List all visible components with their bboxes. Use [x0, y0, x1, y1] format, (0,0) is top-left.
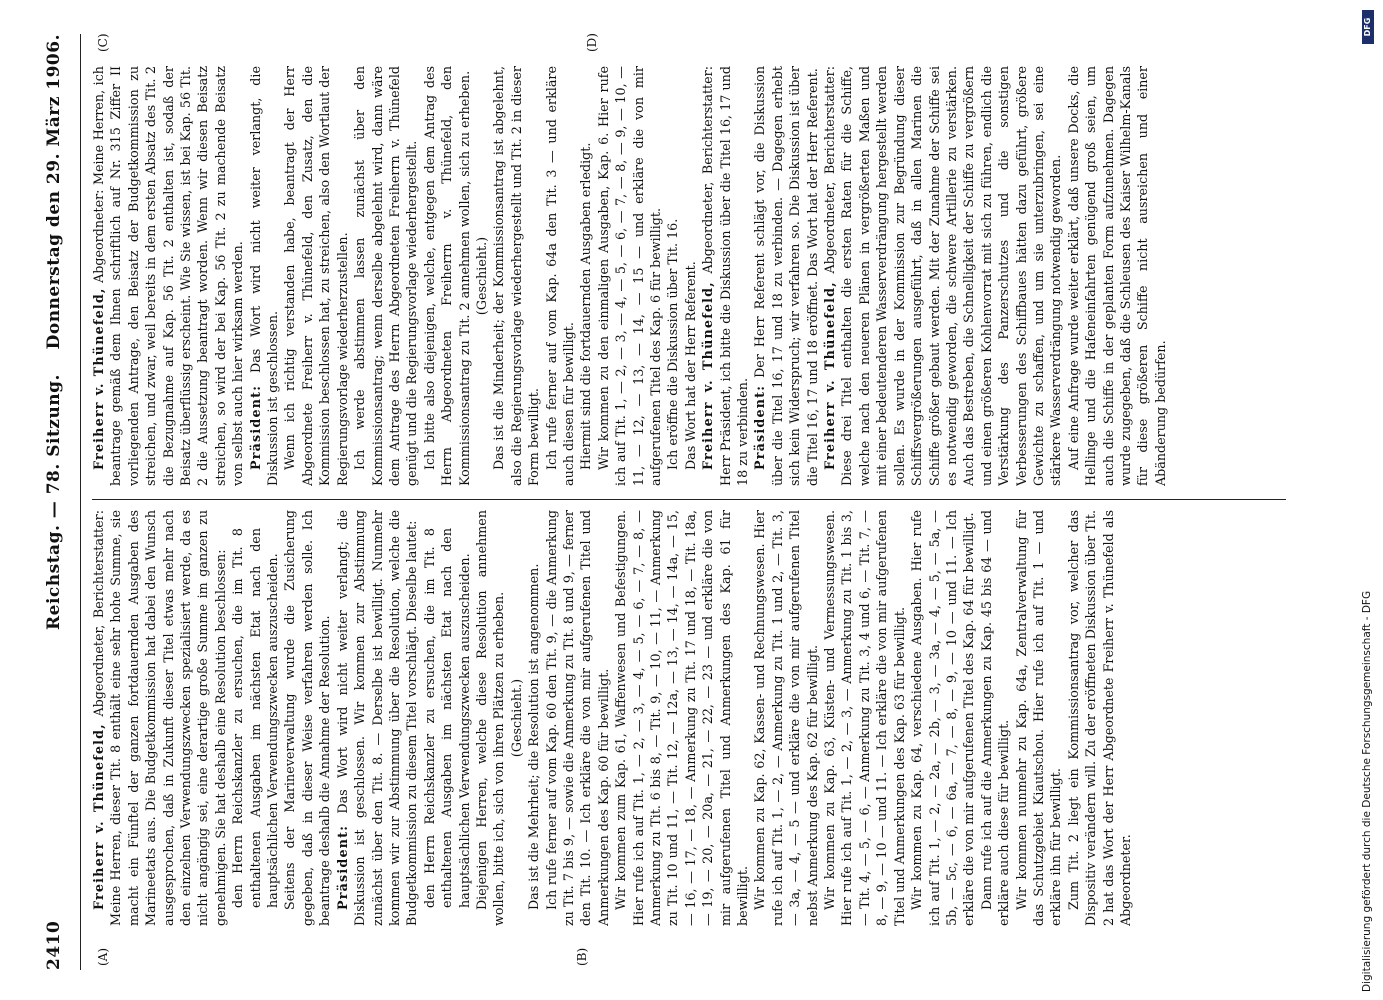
speaker-name: Freiherr v. Thünefeld,	[91, 723, 106, 910]
resolution-quote: den Herrn Reichskanzler zu ersuchen, die im Tit. 8 enthaltenen Ausgaben im nächsten Etat nach den hauptsächlichen Verwendungszwecken auszuscheiden.	[421, 528, 472, 908]
paragraph-text: Das ist die Mehrheit; die Resolution ist angenommen.	[526, 563, 542, 910]
paragraph-text: Ich rufe ferner auf vom Kap. 64a den Tit. 3 — und erkläre auch diesen für bewilligt.	[543, 66, 576, 486]
paragraph-text: Ich werde abstimmen lassen zunächst über den Kommissionsantrag; wenn derselbe abgelehnt wird, dann wäre dem Antrage des Herrn Abgeordneten Freiherrn v. Thünefeld genügt und die Regierungsvorlage wiederhergestellt.	[352, 66, 420, 486]
running-head	[44, 34, 74, 970]
paragraph-text: Wir kommen zu den einmaligen Ausgaben, Kap. 6. Hier rufe ich auf Tit. 1, — 2, — 3, — 4, — 5, — 6, — 7, — 8, — 9, — 10, — 11, — 12, — 13, — 14, — 15 — und erkläre die von mir aufgerufenen Titel des Kap. 6 für bewilligt.	[595, 66, 663, 486]
paragraph	[908, 510, 978, 926]
paragraph-text: Hiermit sind die fortdauernden Ausgaben erledigt.	[578, 142, 594, 470]
paragraph-text: Das Wort wird nicht weiter verlangt, die Diskussion ist geschlossen.	[247, 66, 281, 486]
paragraph-text: Wenn ich richtig verstanden habe, beantragt der Herr Abgeordnete Freiherr v. Thünefeld, den Zusatz, den die Kommission beschlossen hat, zu streichen, also den Wortlaut der Regierungsvorlage wiederherzustellen.	[282, 66, 350, 486]
paragraph	[751, 66, 821, 486]
paragraph-text: Ich rufe ferner auf vom Kap. 60 den Tit. 9, — die Anmerkung zu Tit. 7 bis 9, — sowie die Anmerkung zu Tit. 8 und 9, — ferner den Tit. 10. — Ich erkläre die von mir aufgerufenen Titel und Anmerkungen des Kap. 60 für bewilligt.	[543, 510, 611, 926]
paragraph	[90, 510, 229, 926]
paragraph-text: Auf eine Anfrage wurde weiter erklärt, daß unsere Docks, die Hellinge und die Hafeneinfahrten genügend groß seien, um auch die Schiffe in der geplanten Form aufzunehmen. Dagegen wurde zugegeben, daß die Schleusen des Kaiser Wilhelm-Kanals für diese größeren Schiffe nicht ausreichen und einer Abänderung bedürfen.	[1065, 66, 1168, 486]
paragraph	[281, 510, 333, 926]
paragraph-text: Wir kommen zu Kap. 64, verschiedene Ausgaben. Hier rufe ich auf Tit. 1, — 2, — 2a, — 2b, — 3, — 3a, — 4, — 5, — 5a, — 5b, — 5c, — 6, — 6a, — 7, — 8, — 9, — 10 — und 11. — Ich erkläre die von mir aufgerufenen Titel des Kap. 64 für bewilligt.	[909, 510, 977, 926]
paragraph	[751, 510, 821, 926]
paragraph	[1065, 510, 1135, 926]
paragraph-text: Abgeordneter: Meine Herren, ich beantrage gemäß dem Ihnen schriftlich auf Nr. 315 Ziffer II vorliegenden Antrage, den Beisatz der Budgetkommission zu streichen, und zwar, weil bereits in dem ersten Absatz des Tit. 2 die Bezugnahme auf Kap. 56 Tit. 2 enthalten ist, sodaß der Beisatz überflüssig erscheint. Wie Sie wissen, ist bei Kap. 56 Tit. 2 die Aussetzung beantragt worden. Wenn wir diesen Beisatz streichen, so wird der bei Kap. 56 Tit. 2 zu machende Beisatz von selbst auch hier wirksam werden.	[91, 66, 246, 486]
paragraph	[612, 510, 751, 926]
margin-marker-d: (D)	[585, 33, 599, 52]
paragraph-text: Abgeordneter, Berichterstatter: Diese drei Titel enthalten die ersten Raten für die Schiffe, welche nach den neueren Plänen in vergrößerten Maßen und mit einer bedeutenderen Wasserverdrängung hergestellt werden sollen. Es wurde in der Kommission zur Begründung dieser Schiffsvergrößerungen ausgeführt, daß in allen Marinen die Schiffe größer gebaut werden. Mit der Zunahme der Schiffe sei es notwendig geworden, die schwere Artillerie zu verstärken. Auch das Bestreben, die Schnelligkeit der Schiffe zu vergrößern und einen größeren Kohlenvorrat mit sich zu führen, endlich die Verstärkung des Panzerschutzes und die sonstigen Verbesserungen des Schiffbaues hätten dazu geführt, größere Gewichte zu schaffen, und um sie unterzubringen, sei eine stärkere Wasserverdrängung notwendig geworden.	[822, 66, 1064, 486]
paragraph-text: Wir kommen zu Kap. 62, Kassen- und Rechnungswesen. Hier rufe ich auf Tit. 1, — 2, — Anmerkung zu Tit. 1 und 2, — Tit. 3, — 3a, — 4, — 5 — und erkläre die von mir aufgerufenen Titel nebst Anmerkung des Kap. 62 für bewilligt.	[752, 510, 820, 926]
page-number: 2410	[44, 920, 64, 970]
paragraph	[543, 510, 613, 926]
paragraph	[281, 66, 351, 486]
paragraph-text: Wir kommen zum Kap. 61, Waffenwesen und Befestigungen. Hier rufe ich auf Tit. 1, — 2, — 3, — 4, — 5, — 6, — 7, — 8, — Anmerkung zu Tit. 6 bis 8, — Tit. 9, — 10, — 11, — Anmerkung zu Tit. 10 und 11, — Tit. 12, — 12a, — 13, — 14, — 14a, — 15, — 16, — 17, — 18, — Anmerkung zu Tit. 17 und 18, — Tit. 18a, — 19, — 20, — 20a, — 21, — 22, — 23 — und erkläre die von mir aufgerufenen Titel und Anmerkungen des Kap. 61 für bewilligt.	[613, 510, 751, 926]
paragraph	[1065, 66, 1169, 486]
digitization-footer	[1360, 52, 1374, 992]
paragraph-text: Der Herr Referent schlägt vor, die Diskussion über die Titel 16, 17 und 18 zu verbinden. — Dagegen erhebt sich kein Widerspruch; wir verfahren so. Die Diskussion ist über die Titel 16, 17 und 18 eröffnet. Das Wort hat der Herr Referent.	[752, 66, 820, 486]
paragraph	[247, 66, 282, 486]
paragraph	[577, 66, 594, 486]
session-date: Donnerstag den 29. März 1906.	[44, 34, 64, 350]
paragraph	[421, 66, 473, 486]
right-text-column	[90, 66, 1290, 486]
paragraph	[490, 66, 542, 486]
paragraph	[334, 510, 421, 926]
paragraph-text: Dann rufe ich auf die Anmerkungen zu Kap. 45 bis 64 — und erkläre auch diese für bewilligt.	[978, 510, 1012, 926]
paragraph	[664, 66, 681, 486]
header-rule	[80, 34, 81, 970]
paragraph	[473, 510, 508, 926]
column-rule	[92, 499, 1286, 500]
paragraph-text: Zum Tit. 2 liegt ein Kommissionsantrag vor, welcher das Dispositiv verändern will. Zu der eröffneten Diskussion über Tit. 2 hat das Wort der Herr Abgeordnete Freiherr v. Thünefeld als Abgeordneter.	[1065, 510, 1133, 926]
speaker-name: Präsident:	[247, 384, 263, 470]
speaker-name: Präsident:	[334, 824, 350, 910]
paragraph	[821, 510, 908, 926]
paragraph	[821, 66, 1065, 486]
paragraph-text: Das Wort wird nicht weiter verlangt; die Diskussion ist geschlossen. Wir kommen zur Abstimmung zunächst über den Tit. 8. — Derselbe ist bewilligt. Nunmehr kommen wir zur Abstimmung über die Resolution, welche die Budgetkommission zu diesem Titel vorschlägt. Dieselbe lautet:	[334, 510, 420, 926]
stage-direction: (Geschieht.)	[473, 236, 489, 316]
paragraph-text: Abgeordneter, Berichterstatter: Herr Präsident, ich bitte die Diskussion über die Titel 16, 17 und 18 zu verbinden.	[700, 66, 751, 486]
paragraph	[543, 66, 578, 486]
speaker-name: Freiherr v. Thünefeld,	[822, 281, 838, 470]
paragraph-text: Wir kommen nunmehr zu Kap. 64a, Zentralverwaltung für das Schutzgebiet Kiautschou. Hier rufe ich auf Tit. 1 — und erkläre ihn für bewilligt.	[1013, 510, 1064, 926]
margin-marker-c: (C)	[96, 33, 110, 52]
paragraph-text: Das Wort hat der Herr Referent.	[682, 261, 698, 470]
left-text-column	[90, 510, 1290, 926]
paragraph	[351, 66, 421, 486]
margin-marker-a: (A)	[96, 947, 110, 966]
paragraph	[595, 66, 665, 486]
resolution-quote: den Herrn Reichskanzler zu ersuchen, die im Tit. 8 enthaltenen Ausgaben im nächsten Etat nach den hauptsächlichen Verwendungszwecken auszuscheiden.	[230, 528, 281, 908]
speaker-name: Freiherr v. Thünefeld,	[700, 281, 716, 470]
paragraph	[525, 510, 542, 926]
paragraph-text: Ich bitte also diejenigen, welche, entgegen dem Antrag des Herrn Abgeordneten Freiherrn v. Thünefeld, den Kommissionsantrag zu Tit. 2 annehmen wollen, sich zu erheben.	[421, 66, 472, 486]
paragraph-text: Abgeordneter, Berichterstatter: Meine Herren, dieser Tit. 8 enthält eine sehr hohe Summe, sie macht ein Fünftel der ganzen fortdauernden Ausgaben des Marineetats aus. Die Budgetkommission hat dabei den Wunsch ausgesprochen, daß in Zukunft dieser Titel etwas mehr nach den einzelnen Verwendungszwecken spezialisiert werde, da es nicht angängig sei, eine derartige große Summe im ganzen zu genehmigen. Sie hat deshalb eine Resolution beschlossen:	[91, 510, 228, 926]
speaker-name: Präsident:	[752, 384, 768, 470]
paragraph-text: Das ist die Minderheit; der Kommissionsantrag ist abgelehnt, also die Regierungsvorlage wiederhergestellt und Tit. 2 in dieser Form bewilligt.	[491, 66, 542, 486]
footer-text: Digitalisierung gefördert durch die Deutsche Forschungsgemeinschaft - DFG	[1361, 590, 1373, 992]
margin-marker-b: (B)	[575, 947, 589, 966]
speaker-name: Freiherr v. Thünefeld,	[91, 287, 106, 470]
paragraph	[90, 66, 247, 486]
paragraph	[978, 510, 1013, 926]
dfg-logo: DFG	[1362, 10, 1374, 44]
paragraph-text: Seitens der Marineverwaltung wurde die Zusicherung gegeben, daß in dieser Weise verfahren werden solle. Ich beantrage deshalb die Annahme der Resolution.	[282, 510, 333, 926]
paragraph-text: Diejenigen Herren, welche diese Resolution annehmen wollen, bitte ich, sich von ihren Plätzen zu erheben.	[473, 510, 507, 926]
paragraph	[682, 66, 699, 486]
session-title: Reichstag. — 78. Sitzung.	[44, 374, 64, 630]
stage-direction: (Geschieht.)	[508, 678, 524, 758]
paragraph	[699, 66, 751, 486]
paragraph-text: Ich eröffne die Diskussion über Tit. 16.	[665, 218, 681, 470]
paragraph	[1013, 510, 1065, 926]
paragraph-text: Wir kommen zu Kap. 63, Küsten- und Vermessungswesen. Hier rufe ich auf Tit. 1, — 2, — 3, — Anmerkung zu Tit. 1 bis 3, — Tit. 4, — 5, — 6, — Anmerkung zu Tit. 3, 4 und 6, — Tit. 7, — 8, — 9, — 10 — und 11. — Ich erkläre die von mir aufgerufenen Titel und Anmerkungen des Kap. 63 für bewilligt.	[822, 510, 907, 926]
